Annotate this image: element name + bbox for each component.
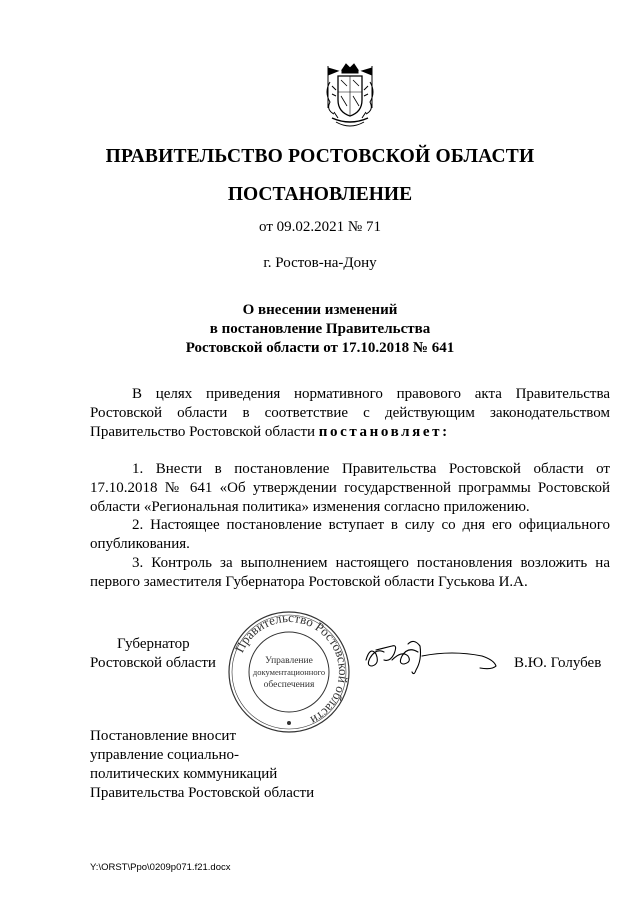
document-date-number: от 09.02.2021 № 71 (259, 219, 381, 235)
seal-inner-line: документационного (252, 667, 326, 677)
official-seal-icon (226, 609, 352, 735)
seal-inner-line: Управление (265, 656, 313, 666)
signatory-name: В.Ю. Голубев (514, 655, 602, 671)
subject-line: Ростовской области от 17.10.2018 № 641 (185, 340, 455, 356)
item-3-paragraph: 3. Контроль за выполнением настоящего постановления возложить на первого заместителя Губернатора Ростовской области Гуськова И.А. (90, 555, 610, 590)
file-path: Y:\ORST\Ppo\0209p071.f21.docx (90, 862, 231, 873)
signatory-region: Ростовской области (90, 655, 216, 671)
coat-of-arms-icon (318, 62, 382, 134)
note-line: политических коммуникаций (90, 766, 278, 782)
seal-outer-text: Правительство Ростовской области (231, 609, 352, 729)
item-2-paragraph: 2. Настоящее постановление вступает в силу со дня его официального опубликования. (90, 517, 610, 552)
decides-keyword: постановляет: (318, 424, 450, 440)
organization-title: ПРАВИТЕЛЬСТВО РОСТОВСКОЙ ОБЛАСТИ (105, 146, 535, 167)
note-line: Правительства Ростовской области (90, 785, 315, 801)
document-subject (0, 301, 640, 358)
document-type: ПОСТАНОВЛЕНИЕ (227, 184, 413, 205)
handwritten-signature (362, 636, 502, 682)
preamble-paragraph (90, 385, 610, 442)
submitter-note (90, 727, 314, 803)
note-line: Постановление вносит (90, 728, 237, 744)
seal-inner-line: обеспечения (263, 680, 315, 690)
item-1-paragraph: 1. Внести в постановление Правительства Ростовской области от 17.10.2018 № 641 «Об утверждении государственной программы Ростовской области «Региональная политика» изменения согласно приложению. (90, 461, 610, 515)
signatory-title: Губернатор (117, 636, 190, 652)
note-line: управление социально- (90, 747, 240, 763)
subject-line: в постановление Правительства (209, 321, 431, 337)
preamble-text: В целях приведения нормативного правового акта Правительства Ростовской области в соответствие с действующим законодательством Правительство Ростовской области (90, 386, 610, 440)
subject-line: О внесении изменений (242, 302, 398, 318)
document-city: г. Ростов-на-Дону (263, 255, 377, 271)
